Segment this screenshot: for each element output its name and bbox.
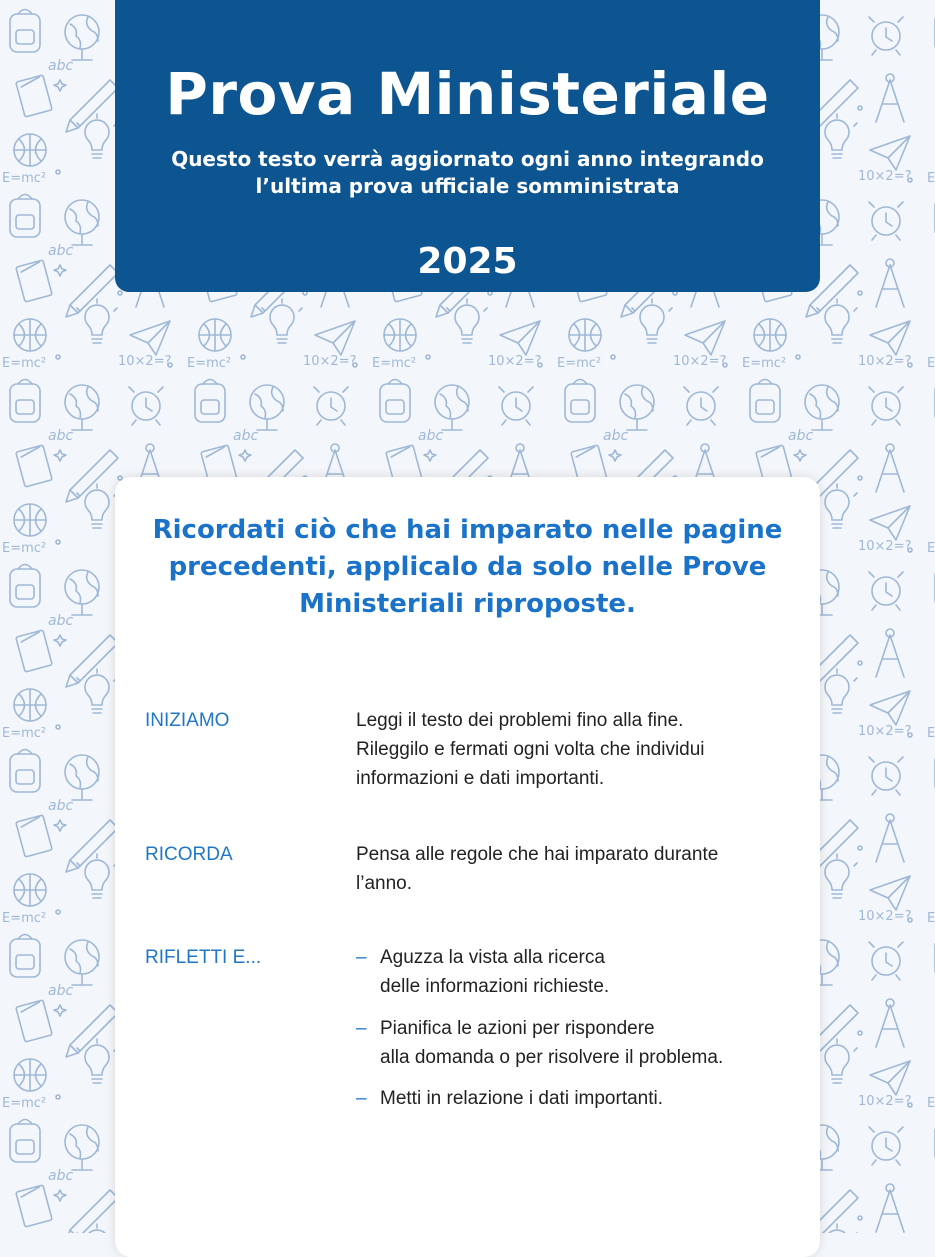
text-line: Rileggilo e fermati ogni volta che individui: [356, 739, 705, 760]
intro-line: Ministeriali riproposte.: [299, 589, 636, 619]
bullet-line: Aguzza la vista alla ricerca: [380, 947, 605, 968]
bullet-item: [356, 943, 796, 1001]
bullet-line: Metti in relazione i dati importanti.: [380, 1088, 664, 1109]
text-line: informazioni e dati importanti.: [356, 768, 605, 789]
section-label-rifletti: RIFLETTI E...: [145, 947, 262, 968]
section-text-ricorda: [356, 840, 796, 898]
bullet-dash: –: [356, 1088, 367, 1109]
bullet-item: [356, 1014, 796, 1072]
title-banner: [115, 0, 820, 292]
bullet-line: alla domanda o per risolvere il problema.: [380, 1047, 724, 1068]
section-text-iniziamo: [356, 706, 796, 793]
bullet-dash: –: [356, 947, 367, 968]
bullet-item: [356, 1084, 796, 1113]
instructions-card: [115, 477, 820, 1257]
subtitle-line: l’ultima prova ufficiale somministrata: [255, 174, 680, 198]
subtitle-line: Questo testo verrà aggiornato ogni anno integrando: [171, 147, 764, 171]
bullet-dash: –: [356, 1018, 367, 1039]
section-label-ricorda: RICORDA: [145, 844, 233, 865]
bullet-line: delle informazioni richieste.: [380, 976, 610, 997]
page-subtitle: [115, 146, 820, 200]
intro-line: Ricordati ciò che hai imparato nelle pagine: [152, 515, 783, 545]
text-line: Pensa alle regole che hai imparato durante: [356, 844, 719, 865]
intro-text: [135, 512, 800, 623]
text-line: l’anno.: [356, 873, 412, 894]
text-line: Leggi il testo dei problemi fino alla fine.: [356, 710, 684, 731]
bullet-line: Pianifica le azioni per rispondere: [380, 1018, 655, 1039]
intro-line: precedenti, applicalo da solo nelle Prove: [168, 552, 767, 582]
year-label: 2025: [417, 241, 518, 282]
section-label-iniziamo: INIZIAMO: [145, 710, 230, 731]
page-title: Prova Ministeriale: [165, 60, 770, 128]
